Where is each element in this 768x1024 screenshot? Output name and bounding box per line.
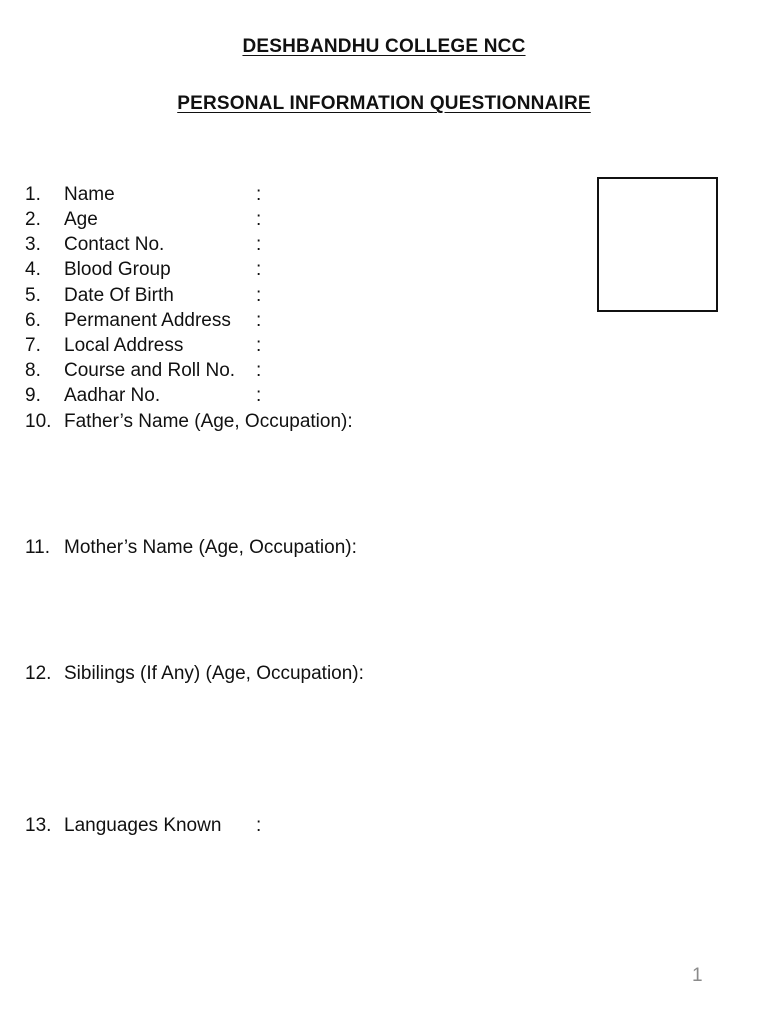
- question-label: Blood Group: [64, 259, 171, 280]
- question-number: 5.: [25, 285, 41, 306]
- question-number: 1.: [25, 184, 41, 205]
- question-label: Age: [64, 209, 98, 230]
- college-title: DESHBANDHU COLLEGE NCC: [242, 36, 526, 57]
- photo-box: [597, 177, 718, 312]
- question-colon: :: [256, 285, 262, 306]
- question-number: 8.: [25, 360, 41, 381]
- question-colon: :: [256, 385, 262, 406]
- question-number: 11.: [25, 537, 51, 558]
- question-colon: :: [256, 360, 262, 381]
- question-label: Course and Roll No.: [64, 360, 236, 381]
- question-label: Aadhar No.: [64, 385, 161, 406]
- question-number: 2.: [25, 209, 41, 230]
- question-number: 4.: [25, 259, 41, 280]
- question-number: 7.: [25, 335, 41, 356]
- question-colon: :: [256, 259, 262, 280]
- question-label: Father’s Name (Age, Occupation):: [64, 411, 353, 432]
- question-number: 12.: [25, 663, 52, 684]
- question-number: 3.: [25, 234, 41, 255]
- question-colon: :: [256, 815, 262, 836]
- form-title: PERSONAL INFORMATION QUESTIONNAIRE: [177, 93, 591, 114]
- question-colon: :: [256, 310, 262, 331]
- question-label: Permanent Address: [64, 310, 231, 331]
- question-number: 10.: [25, 411, 52, 432]
- question-number: 13.: [25, 815, 52, 836]
- question-colon: :: [256, 335, 262, 356]
- question-label: Languages Known: [64, 815, 222, 836]
- question-colon: :: [256, 209, 262, 230]
- page-number: 1: [692, 965, 703, 986]
- question-label: Date Of Birth: [64, 285, 174, 306]
- question-number: 9.: [25, 385, 41, 406]
- question-colon: :: [256, 234, 262, 255]
- question-number: 6.: [25, 310, 41, 331]
- question-colon: :: [256, 184, 262, 205]
- question-label: Local Address: [64, 335, 184, 356]
- question-label: Name: [64, 184, 115, 205]
- question-label: Contact No.: [64, 234, 165, 255]
- question-label: Mother’s Name (Age, Occupation):: [64, 537, 357, 558]
- question-label: Sibilings (If Any) (Age, Occupation):: [64, 663, 364, 684]
